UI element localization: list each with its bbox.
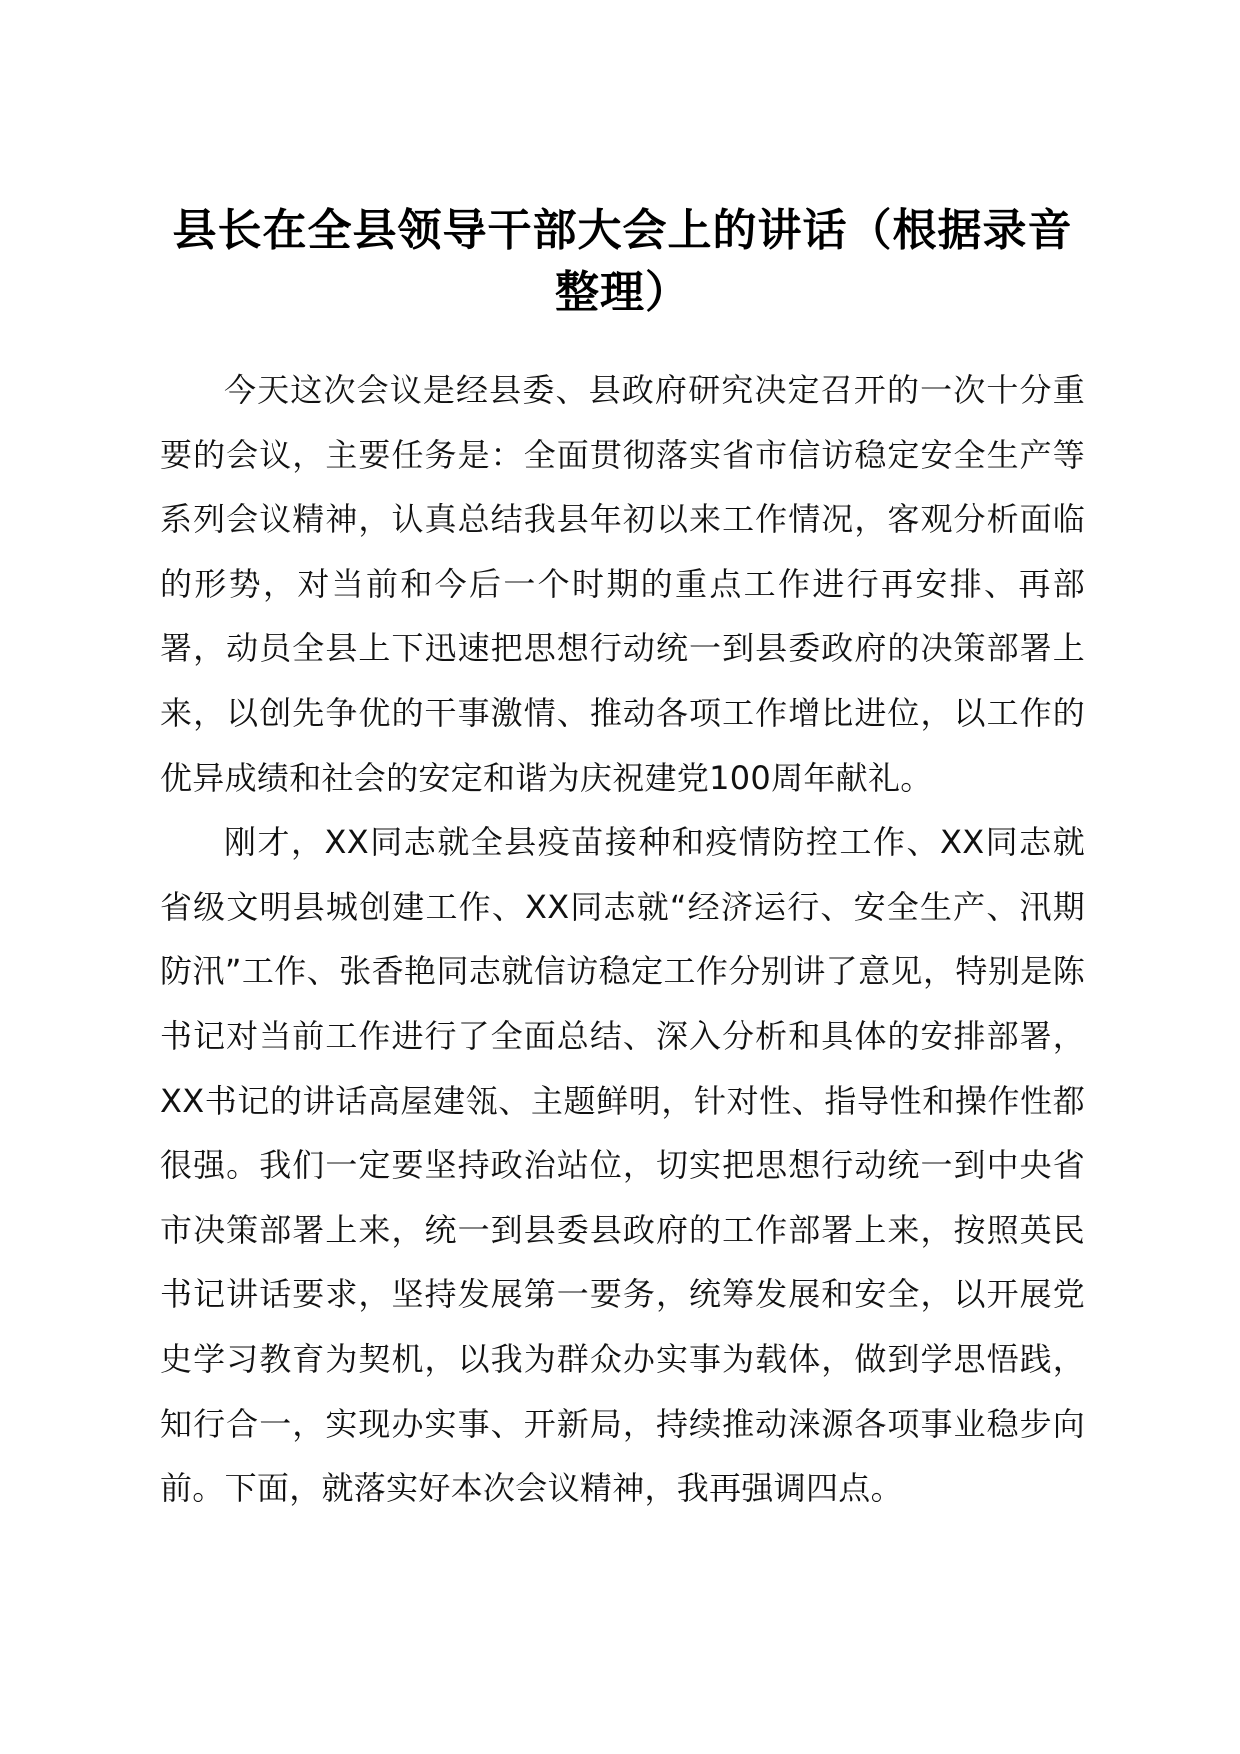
document-body	[160, 358, 1085, 1521]
body-paragraph-2: 刚才，XX同志就全县疫苗接种和疫情防控工作、XX同志就省级文明县城创建工作、XX同志就“经济运行、安全生产、汛期防汛”工作、张香艳同志就信访稳定工作分别讲了意见，特别是陈书记对当前工作进行了全面总结、深入分析和具体的安排部署，XX书记的讲话高屋建瓴、主题鲜明，针对性、指导性和操作性都很强。我们一定要坚持政治站位，切实把思想行动统一到中央省市决策部署上来，统一到县委县政府的工作部署上来，按照英民书记讲话要求，坚持发展第一要务，统筹发展和安全，以开展党史学习教育为契机，以我为群众办实事为载体，做到学思悟践，知行合一，实现办实事、开新局，持续推动涞源各项事业稳步向前。下面，就落实好本次会议精神，我再强调四点。	[160, 823, 1085, 1508]
document-title: 县长在全县领导干部大会上的讲话（根据录音整理）	[172, 205, 1073, 318]
body-paragraph-1: 今天这次会议是经县委、县政府研究决定召开的一次十分重要的会议，主要任务是：全面贯彻落实省市信访稳定安全生产等系列会议精神，认真总结我县年初以来工作情况，客观分析面临的形势，对当前和今后一个时期的重点工作进行再安排、再部署，动员全县上下迅速把思想行动统一到县委政府的决策部署上来，以创先争优的干事激情、推动各项工作增比进位，以工作的优异成绩和社会的安定和谐为庆祝建党100周年献礼。	[160, 371, 1085, 797]
